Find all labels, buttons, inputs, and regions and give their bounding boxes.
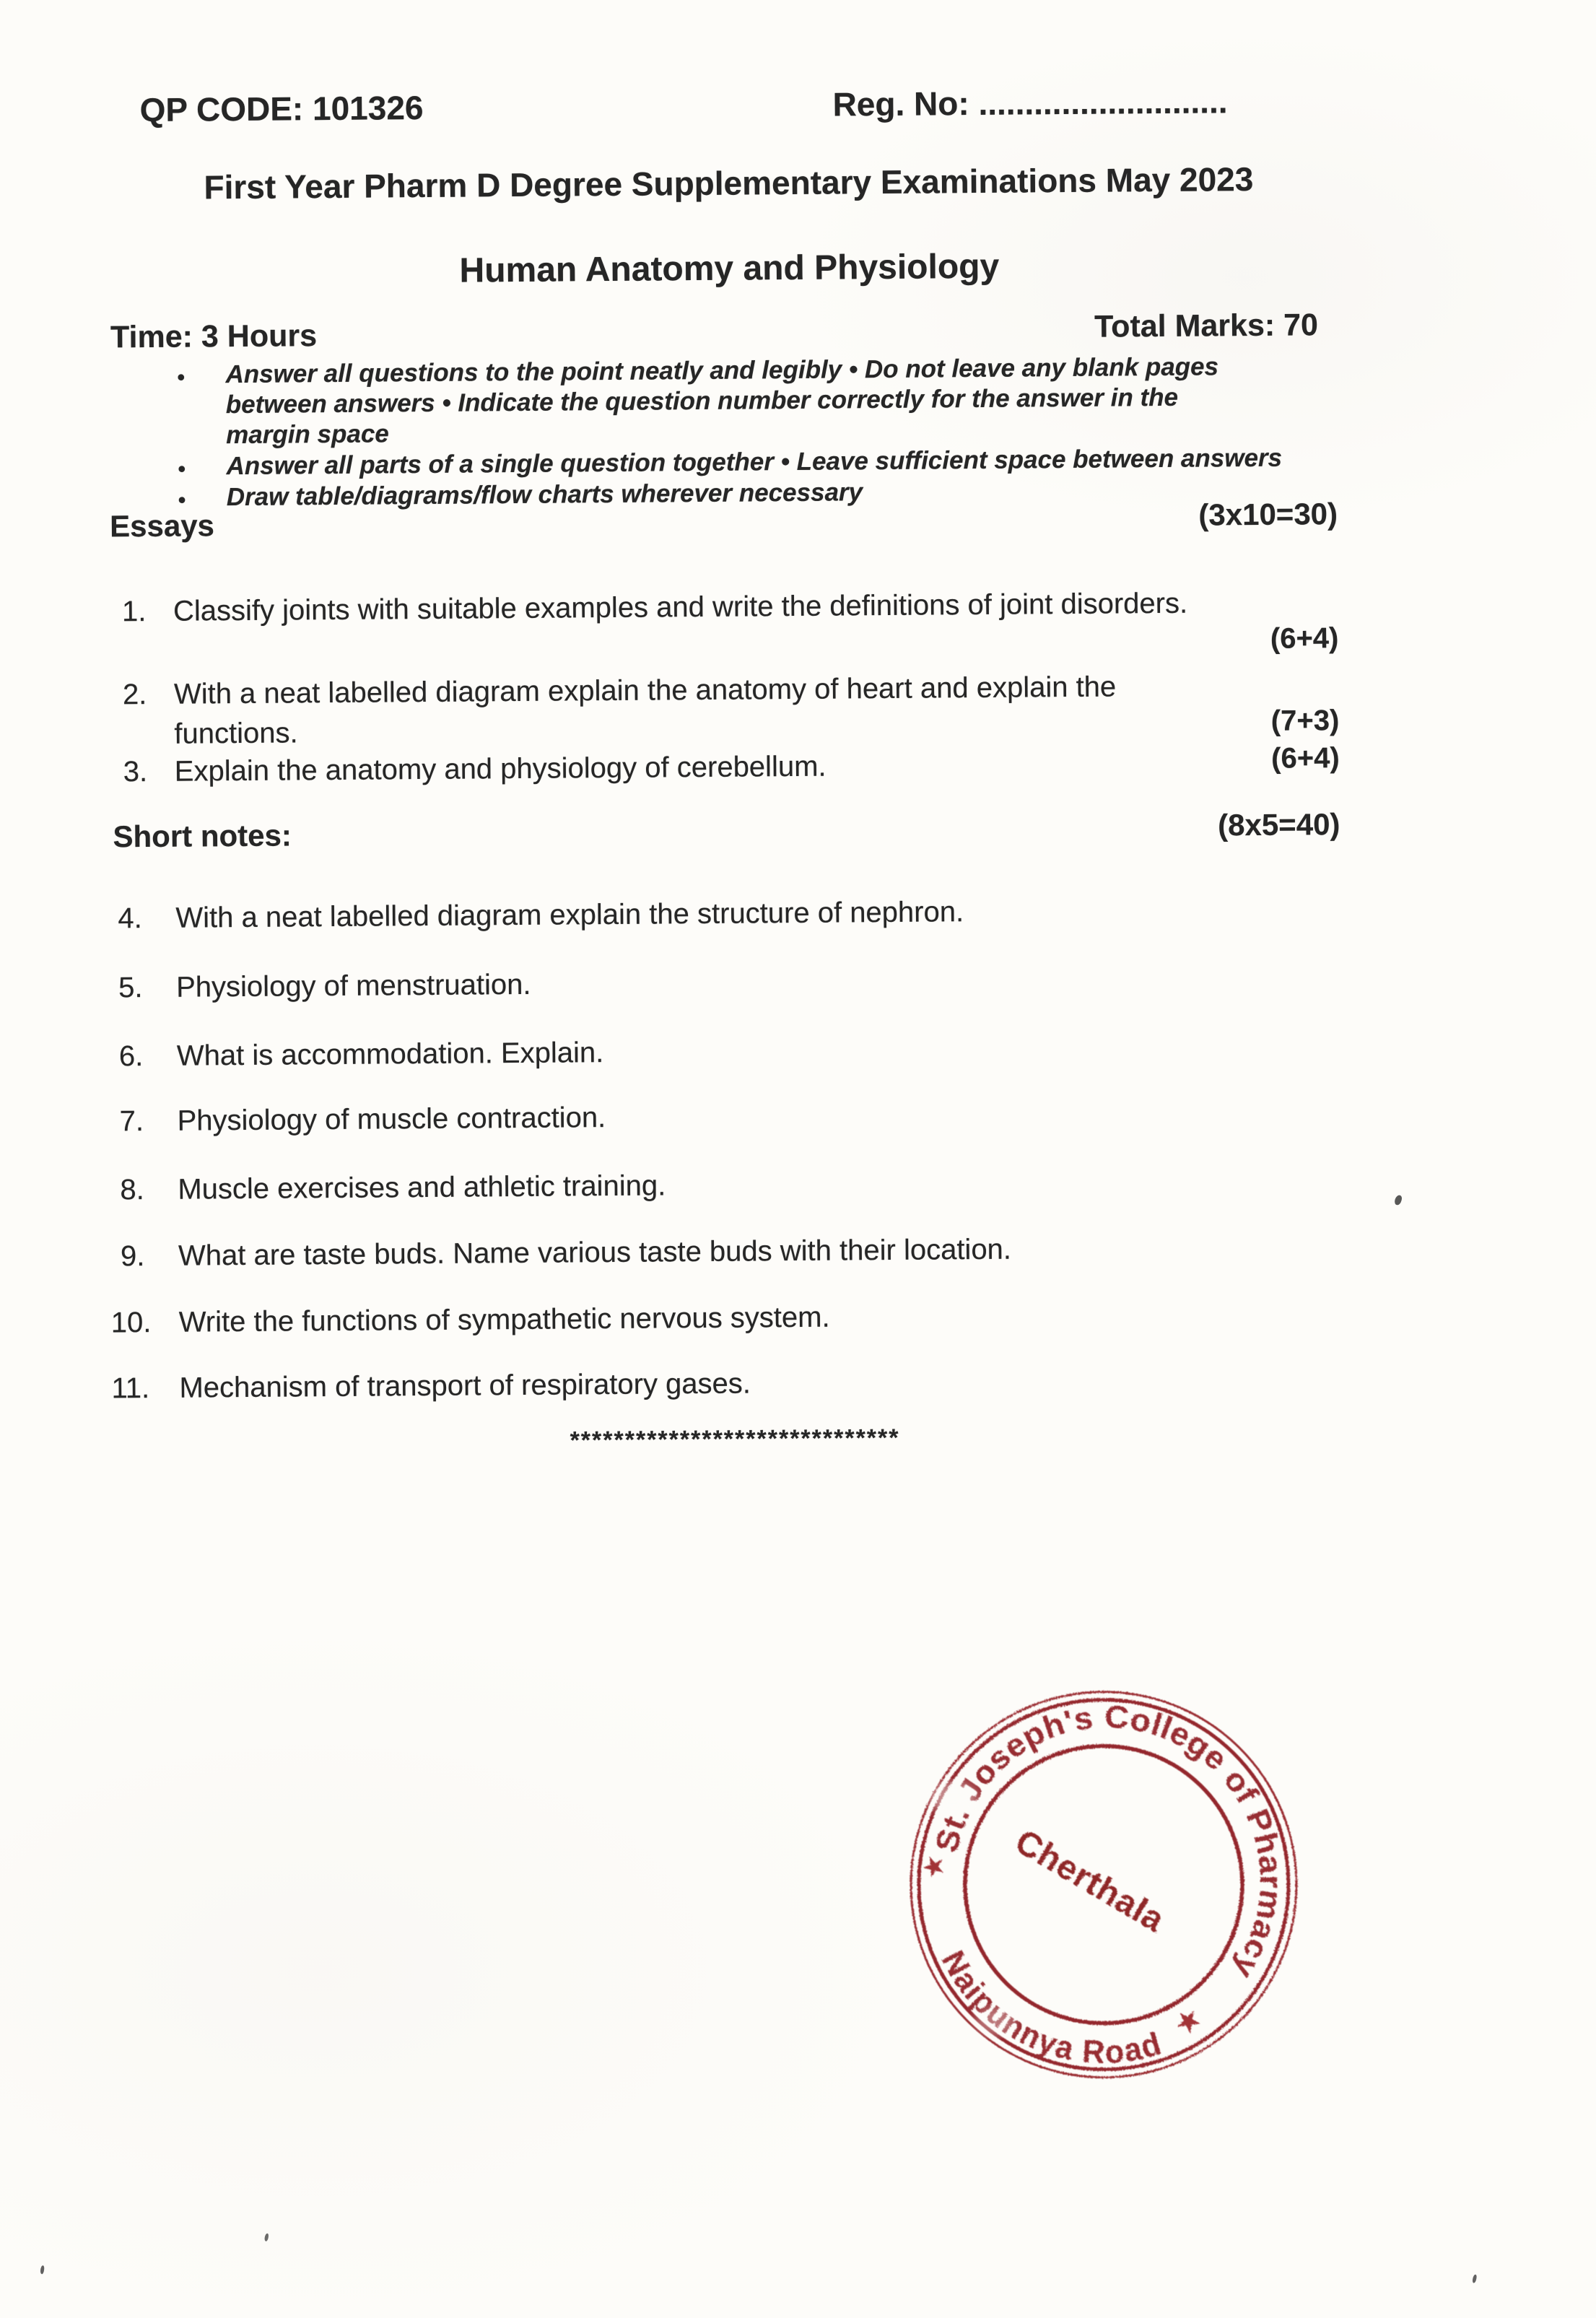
time-allowed: Time: 3 Hours (110, 318, 318, 355)
question-row (111, 1363, 1367, 1406)
question-text: Physiology of menstruation. (175, 968, 531, 1003)
instruction-line: Draw table/diagrams/flow charts wherever necessary (226, 478, 863, 512)
star-icon: ★ (917, 1848, 951, 1886)
question-text: Explain the anatomy and physiology of cerebellum. (174, 750, 827, 788)
bullet-icon: • (178, 457, 186, 482)
star-icon: ★ (1169, 1999, 1209, 2042)
instruction-line: Answer all parts of a single question together • Leave sufficient space between answers (226, 443, 1283, 481)
bullet-icon: • (178, 488, 186, 513)
question-number: 6. (118, 1040, 144, 1073)
subject-title: Human Anatomy and Physiology (459, 247, 1000, 290)
ink-speck (264, 2234, 269, 2242)
question-row (110, 1164, 1366, 1207)
question-number: 11. (111, 1372, 150, 1405)
question-text-continued: functions. (174, 717, 298, 750)
instruction-line: Answer all questions to the point neatly and legibly • Do not leave any blank pages (225, 352, 1219, 389)
stamp-arc-bottom-text: Naipunnya Road (934, 1944, 1167, 2071)
question-row (110, 1231, 1366, 1273)
question-row (113, 586, 1355, 629)
college-stamp (900, 1681, 1307, 2088)
question-number: 5. (118, 972, 143, 1004)
essays-total-marks: (3x10=30) (1198, 497, 1338, 532)
question-row (108, 962, 1364, 1005)
stamp-center-text: Cherthala (1008, 1822, 1172, 1940)
question-number: 7. (119, 1105, 144, 1138)
question-row (114, 669, 1356, 712)
qp-code: QP CODE: 101326 (139, 88, 424, 129)
question-number: 1. (121, 596, 147, 628)
ink-speck (1472, 2274, 1477, 2283)
question-text: With a neat labelled diagram explain the anatomy of heart and explain the (173, 671, 1117, 710)
question-row (111, 1297, 1367, 1340)
question-text: What is accommodation. Explain. (176, 1037, 604, 1072)
question-text: What are taste buds. Name various taste buds with their location. (178, 1233, 1012, 1272)
bullet-icon: • (177, 365, 186, 390)
instruction-line: margin space (225, 419, 389, 450)
question-text: With a neat labelled diagram explain the structure of nephron. (175, 896, 964, 934)
instruction-line: between answers • Indicate the question number correctly for the answer in the (225, 383, 1179, 419)
question-row (109, 1031, 1365, 1073)
question-marks: (6+4) (1270, 622, 1339, 655)
question-number: 9. (120, 1240, 145, 1273)
question-marks: (6+4) (1271, 742, 1340, 775)
stamp-arc-top-text: St. Joseph's College of Pharmacy (928, 1699, 1289, 1984)
question-row (109, 1096, 1365, 1138)
question-number: 4. (118, 902, 142, 935)
short-notes-heading: Short notes: (113, 818, 292, 854)
question-row (108, 893, 1364, 936)
question-text: Physiology of muscle contraction. (177, 1102, 606, 1137)
question-text: Write the functions of sympathetic nervous system. (178, 1301, 830, 1338)
question-number: 10. (110, 1307, 152, 1339)
ink-speck (40, 2265, 45, 2274)
reg-no-field: Reg. No: ........................... (832, 82, 1228, 123)
college-stamp-svg (900, 1681, 1307, 2088)
question-text: Classify joints with suitable examples and write the definitions of joint disorders. (173, 587, 1188, 627)
question-number: 2. (122, 679, 147, 711)
question-text: Muscle exercises and athletic training. (178, 1169, 666, 1206)
short-notes-total-marks: (8x5=40) (1217, 807, 1340, 842)
page-title: First Year Pharm D Degree Supplementary Examinations May 2023 (204, 160, 1254, 206)
question-text: Mechanism of transport of respiratory gases. (179, 1367, 751, 1404)
total-marks: Total Marks: 70 (1094, 308, 1319, 344)
question-number: 3. (123, 756, 148, 788)
end-separator: ****************************** (570, 1424, 900, 1455)
ink-speck (1394, 1195, 1403, 1206)
question-marks: (7+3) (1270, 705, 1340, 737)
essays-heading: Essays (109, 508, 215, 544)
question-number: 8. (120, 1174, 144, 1206)
